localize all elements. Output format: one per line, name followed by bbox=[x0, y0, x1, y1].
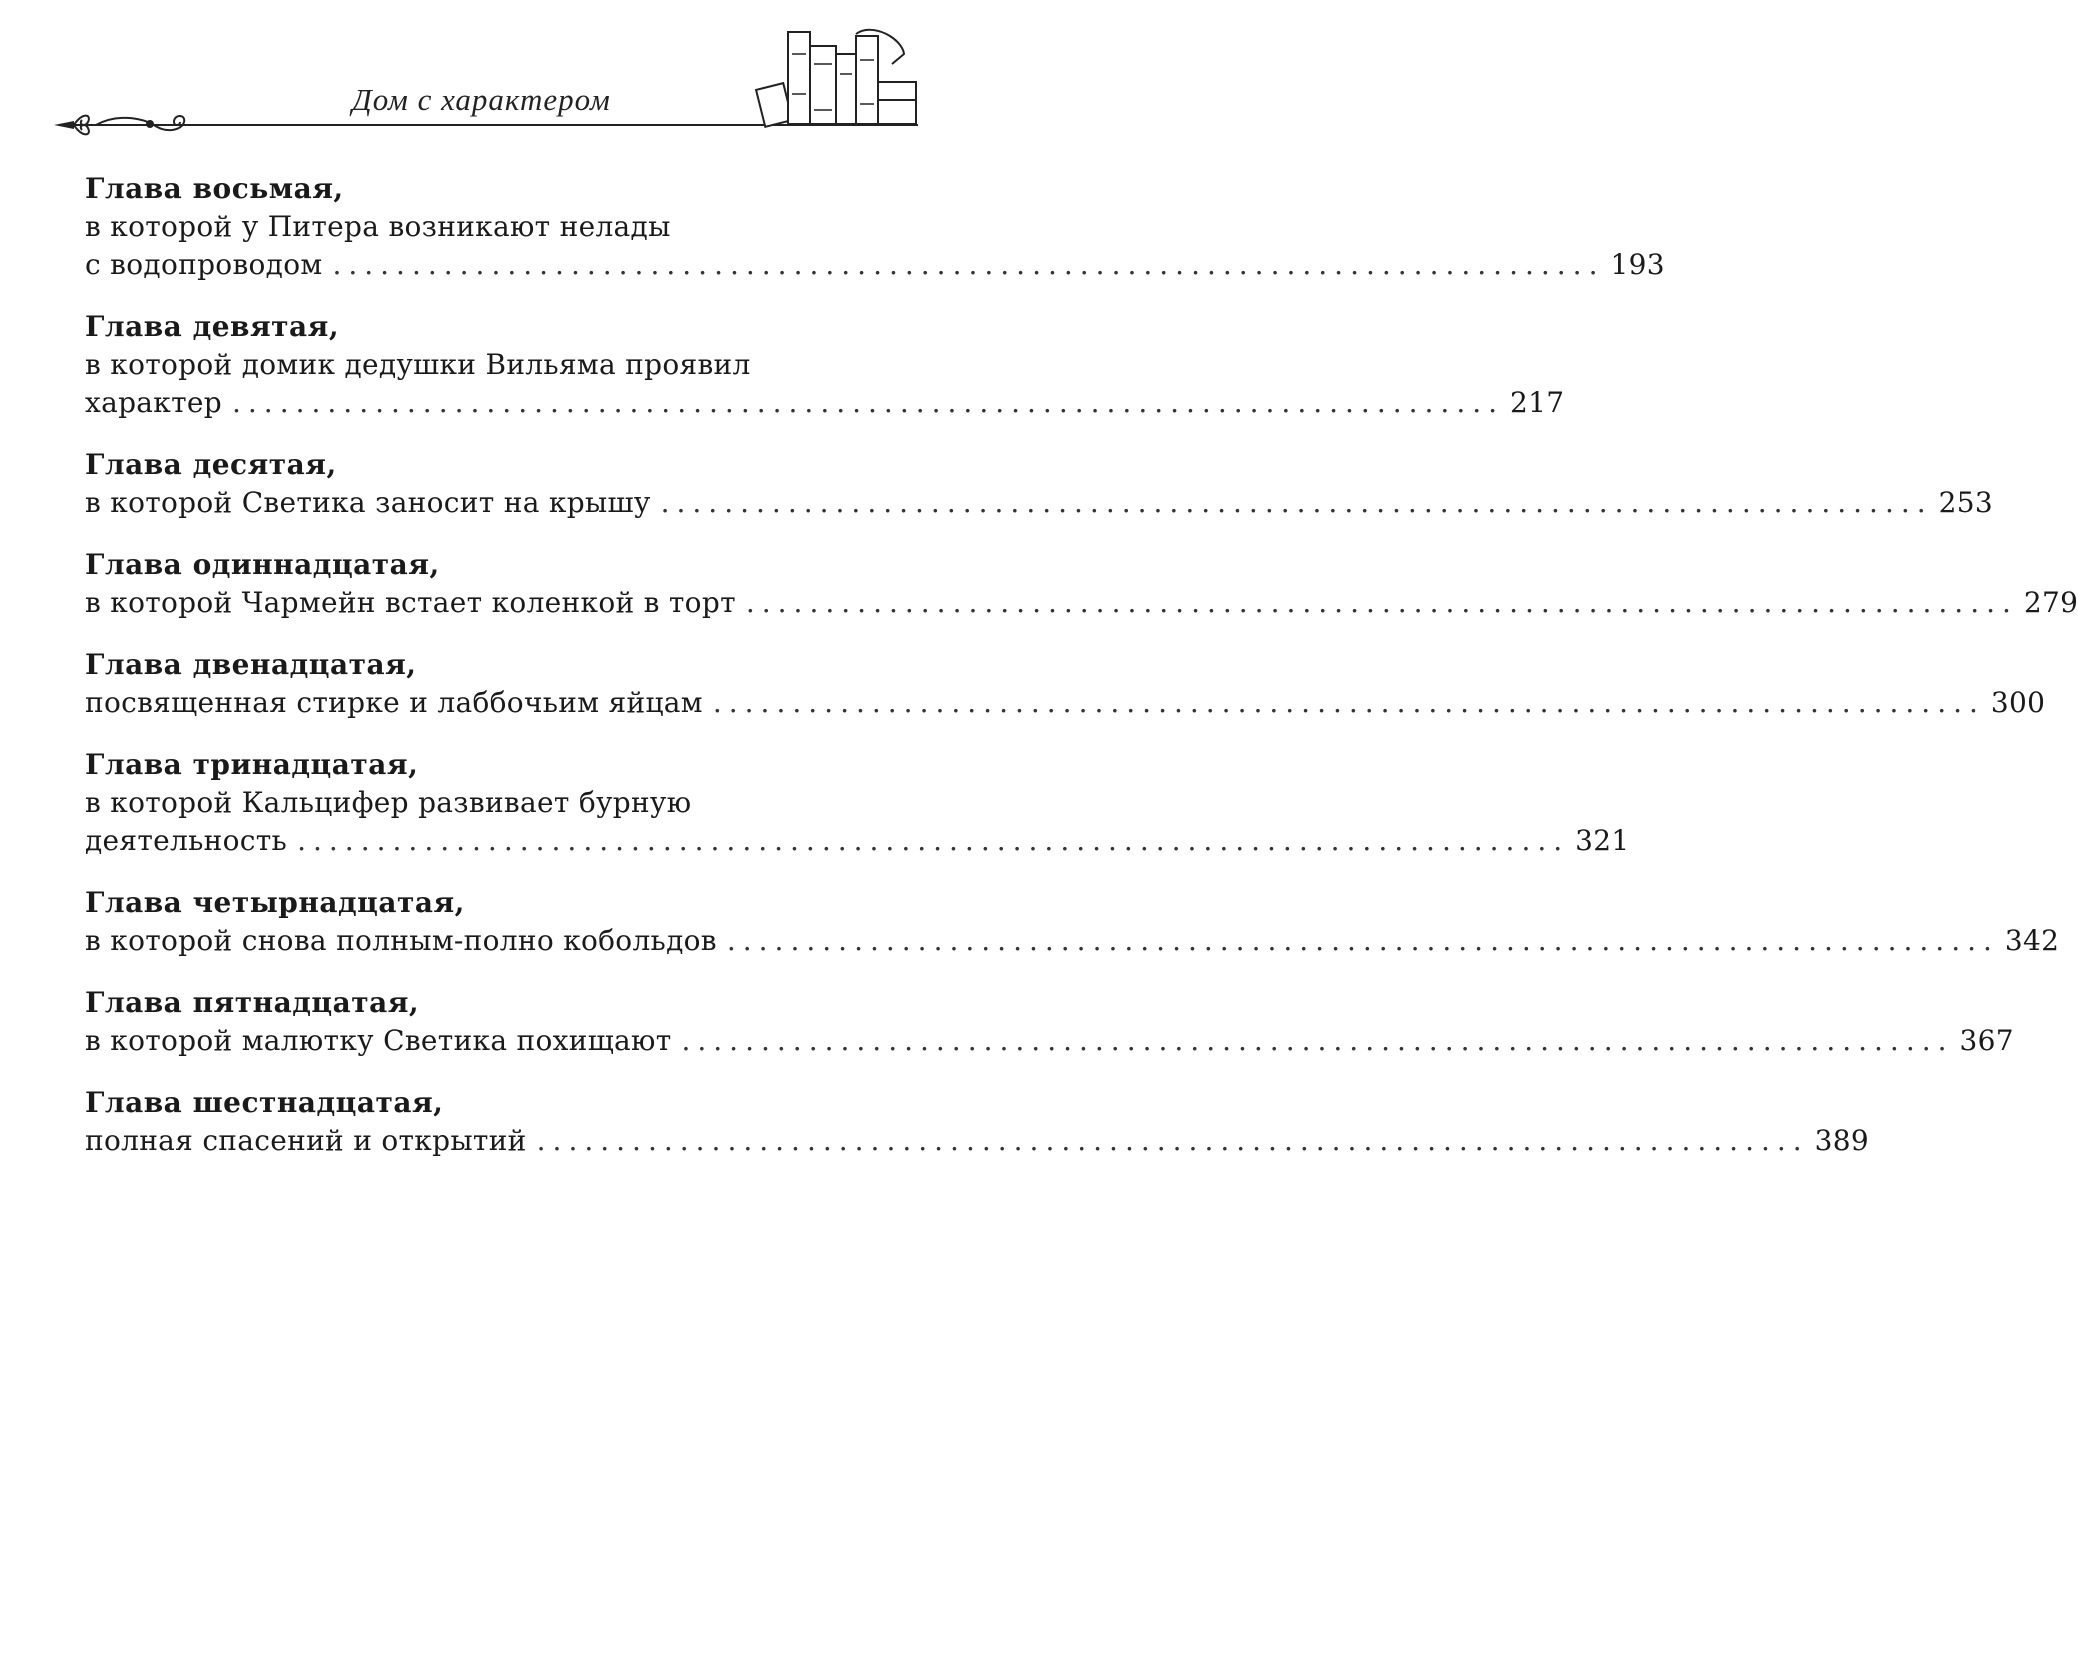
toc-entry[interactable] bbox=[85, 746, 1630, 860]
dot-leader: ................................................................................ bbox=[660, 486, 1933, 519]
toc-entry[interactable] bbox=[85, 308, 1565, 422]
dot-leader: ................................................................................ bbox=[297, 824, 1570, 857]
toc-entry[interactable] bbox=[85, 170, 1665, 284]
toc-entry[interactable] bbox=[85, 884, 2060, 960]
dot-leader: ................................................................................ bbox=[745, 586, 2018, 619]
chapter-heading: Глава восьмая, bbox=[85, 172, 344, 205]
chapter-last-line bbox=[85, 922, 2060, 960]
page-number: 342 bbox=[2004, 924, 2060, 957]
chapter-heading: Глава десятая, bbox=[85, 448, 337, 481]
chapter-last-line bbox=[85, 384, 1565, 422]
dot-leader: ................................................................................ bbox=[536, 1124, 1809, 1157]
page-header bbox=[52, 24, 918, 136]
chapter-heading: Глава шестнадцатая, bbox=[85, 1086, 444, 1119]
dot-leader: ................................................................................ bbox=[712, 686, 1985, 719]
running-title: Дом с характером bbox=[352, 82, 611, 117]
page-number: 217 bbox=[1510, 386, 1565, 419]
chapter-heading: Глава пятнадцатая, bbox=[85, 986, 420, 1019]
chapter-subtitle-text: характер bbox=[85, 386, 222, 419]
chapter-subtitle-text: посвященная стирке и лаббочьим яйцам bbox=[85, 686, 703, 719]
chapter-last-line bbox=[85, 246, 1665, 284]
table-of-contents bbox=[85, 170, 2078, 1184]
toc-entry[interactable] bbox=[85, 1084, 1870, 1160]
page-number: 321 bbox=[1575, 824, 1630, 857]
chapter-subtitle-text: в которой снова полным-полно кобольдов bbox=[85, 924, 717, 957]
chapter-subtitle-line: в которой у Питера возникают нелады bbox=[85, 210, 671, 243]
dot-leader: ................................................................................ bbox=[232, 386, 1505, 419]
chapter-subtitle-text: с водопроводом bbox=[85, 248, 323, 281]
toc-entry[interactable] bbox=[85, 646, 2046, 722]
page-number: 367 bbox=[1959, 1024, 2014, 1057]
chapter-last-line bbox=[85, 684, 2046, 722]
dot-leader: ................................................................................ bbox=[332, 248, 1605, 281]
chapter-subtitle-text: полная спасений и открытий bbox=[85, 1124, 527, 1157]
chapter-last-line bbox=[85, 1122, 1870, 1160]
chapter-subtitle-line: в которой Кальцифер развивает бурную bbox=[85, 786, 692, 819]
chapter-last-line bbox=[85, 822, 1630, 860]
chapter-subtitle-text: деятельность bbox=[85, 824, 288, 857]
chapter-heading: Глава тринадцатая, bbox=[85, 748, 419, 781]
chapter-subtitle-text: в которой Светика заносит на крышу bbox=[85, 486, 651, 519]
toc-entry[interactable] bbox=[85, 984, 2014, 1060]
toc-entry[interactable] bbox=[85, 446, 1993, 522]
page-number: 300 bbox=[1990, 686, 2046, 719]
chapter-subtitle-text: в которой Чармейн встает коленкой в торт bbox=[85, 586, 736, 619]
page-number: 253 bbox=[1938, 486, 1993, 519]
toc-entry[interactable] bbox=[85, 546, 2078, 622]
chapter-subtitle-text: в которой малютку Светика похищают bbox=[85, 1024, 672, 1057]
chapter-last-line bbox=[85, 584, 2078, 622]
page-number: 279 bbox=[2023, 586, 2078, 619]
chapter-heading: Глава двенадцатая, bbox=[85, 648, 417, 681]
chapter-heading: Глава одиннадцатая, bbox=[85, 548, 440, 581]
chapter-last-line bbox=[85, 1022, 2014, 1060]
chapter-heading: Глава четырнадцатая, bbox=[85, 886, 465, 919]
chapter-heading: Глава девятая, bbox=[85, 310, 340, 343]
page-number: 193 bbox=[1610, 248, 1665, 281]
page-number: 389 bbox=[1814, 1124, 1870, 1157]
books-illustration-icon bbox=[752, 24, 918, 124]
dot-leader: ................................................................................ bbox=[726, 924, 1999, 957]
dot-leader: ................................................................................ bbox=[681, 1024, 1954, 1057]
chapter-subtitle-line: в которой домик дедушки Вильяма проявил bbox=[85, 348, 751, 381]
chapter-last-line bbox=[85, 484, 1993, 522]
